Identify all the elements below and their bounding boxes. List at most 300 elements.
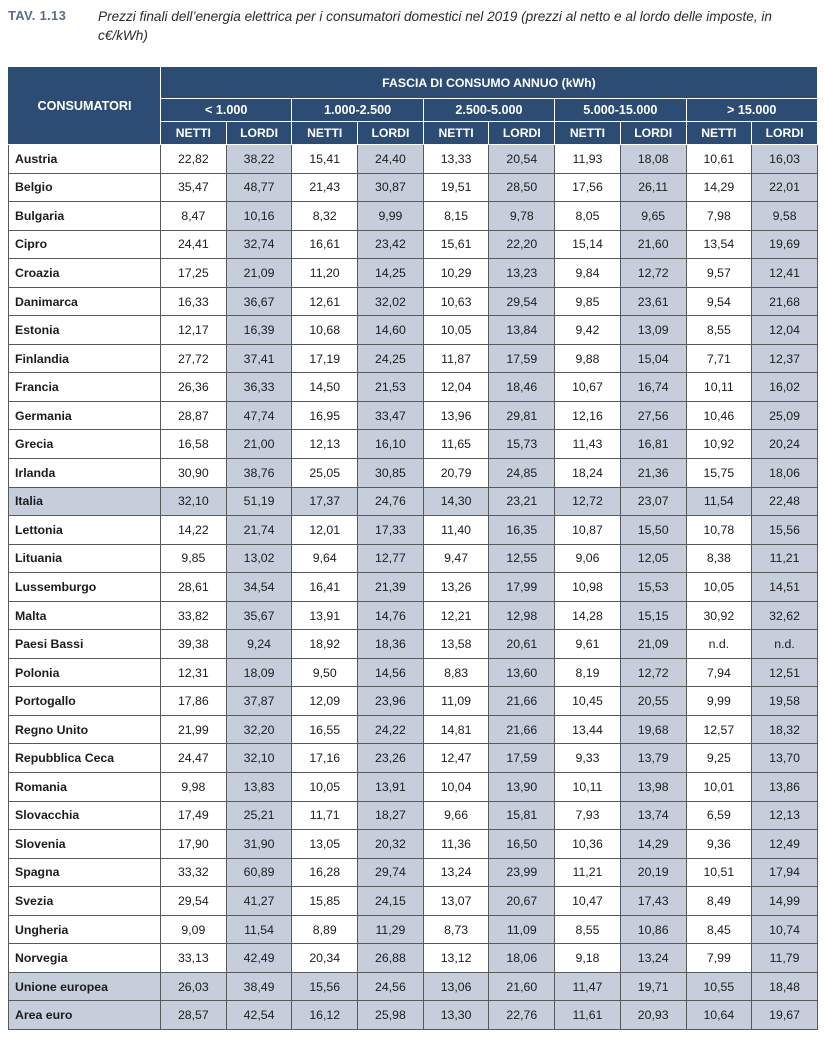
price-netti-cell: 14,28: [555, 601, 621, 630]
table-body: [9, 145, 818, 1030]
price-lordi-cell: 32,20: [226, 715, 292, 744]
price-netti-cell: 17,16: [292, 744, 358, 773]
price-netti-cell: 17,37: [292, 487, 358, 516]
price-lordi-cell: 23,99: [489, 858, 555, 887]
price-lordi-cell: 21,36: [620, 459, 686, 488]
price-netti-cell: 11,93: [555, 145, 621, 174]
price-lordi-cell: 17,59: [489, 744, 555, 773]
price-lordi-cell: 37,87: [226, 687, 292, 716]
price-lordi-cell: 23,96: [358, 687, 424, 716]
price-lordi-cell: 41,27: [226, 887, 292, 916]
header-netti: NETTI: [292, 122, 358, 145]
country-name: Slovacchia: [9, 801, 161, 830]
table-row: [9, 744, 818, 773]
country-name: Paesi Bassi: [9, 630, 161, 659]
price-lordi-cell: 12,51: [752, 658, 818, 687]
price-netti-cell: 8,55: [555, 915, 621, 944]
price-lordi-cell: 11,79: [752, 944, 818, 973]
price-lordi-cell: 22,20: [489, 230, 555, 259]
price-lordi-cell: 16,02: [752, 373, 818, 402]
price-netti-cell: 9,36: [686, 830, 752, 859]
price-lordi-cell: 21,09: [226, 259, 292, 288]
country-name: Area euro: [9, 1001, 161, 1030]
price-netti-cell: 9,99: [686, 687, 752, 716]
price-lordi-cell: 14,25: [358, 259, 424, 288]
price-lordi-cell: 18,32: [752, 715, 818, 744]
price-netti-cell: 15,56: [292, 972, 358, 1001]
price-netti-cell: 13,44: [555, 715, 621, 744]
table-row: [9, 801, 818, 830]
price-lordi-cell: 36,67: [226, 287, 292, 316]
table-row: [9, 687, 818, 716]
header-lordi: LORDI: [358, 122, 424, 145]
price-lordi-cell: 14,99: [752, 887, 818, 916]
price-lordi-cell: 17,94: [752, 858, 818, 887]
price-lordi-cell: 30,87: [358, 173, 424, 202]
table-row: [9, 830, 818, 859]
price-netti-cell: 10,87: [555, 516, 621, 545]
price-netti-cell: 33,32: [161, 858, 227, 887]
price-lordi-cell: 12,72: [620, 658, 686, 687]
table-row: [9, 601, 818, 630]
price-lordi-cell: 11,54: [226, 915, 292, 944]
table-row: [9, 544, 818, 573]
price-lordi-cell: 42,49: [226, 944, 292, 973]
price-netti-cell: 33,13: [161, 944, 227, 973]
price-netti-cell: 13,54: [686, 230, 752, 259]
price-netti-cell: 9,47: [423, 544, 489, 573]
price-lordi-cell: 16,39: [226, 316, 292, 345]
price-netti-cell: 11,20: [292, 259, 358, 288]
country-name: Croazia: [9, 259, 161, 288]
price-lordi-cell: 9,58: [752, 202, 818, 231]
price-lordi-cell: 16,03: [752, 145, 818, 174]
price-lordi-cell: 15,15: [620, 601, 686, 630]
price-lordi-cell: 24,76: [358, 487, 424, 516]
price-lordi-cell: 21,09: [620, 630, 686, 659]
price-netti-cell: 9,25: [686, 744, 752, 773]
price-netti-cell: 14,29: [686, 173, 752, 202]
price-netti-cell: 28,57: [161, 1001, 227, 1030]
price-netti-cell: 15,41: [292, 145, 358, 174]
country-name: Francia: [9, 373, 161, 402]
table-row: [9, 430, 818, 459]
electricity-price-table: [8, 66, 818, 1030]
country-name: Grecia: [9, 430, 161, 459]
price-netti-cell: 12,04: [423, 373, 489, 402]
price-lordi-cell: 23,26: [358, 744, 424, 773]
price-netti-cell: 15,14: [555, 230, 621, 259]
price-lordi-cell: 18,27: [358, 801, 424, 830]
price-lordi-cell: 18,06: [752, 459, 818, 488]
price-netti-cell: 13,05: [292, 830, 358, 859]
price-netti-cell: 19,51: [423, 173, 489, 202]
price-lordi-cell: 32,62: [752, 601, 818, 630]
price-netti-cell: 16,61: [292, 230, 358, 259]
price-netti-cell: 11,09: [423, 687, 489, 716]
price-netti-cell: 24,47: [161, 744, 227, 773]
price-lordi-cell: 12,04: [752, 316, 818, 345]
table-header: [9, 67, 818, 145]
price-lordi-cell: 17,99: [489, 573, 555, 602]
table-row: [9, 516, 818, 545]
price-lordi-cell: 13,24: [620, 944, 686, 973]
price-netti-cell: 32,10: [161, 487, 227, 516]
price-netti-cell: 9,61: [555, 630, 621, 659]
table-title: Prezzi finali dell’energia elettrica per i consumatori domestici nel 2019 (prezzi al netto e al lordo delle imposte, in c€/kWh): [98, 9, 772, 43]
price-netti-cell: 11,65: [423, 430, 489, 459]
price-netti-cell: 13,58: [423, 630, 489, 659]
price-netti-cell: 26,36: [161, 373, 227, 402]
price-netti-cell: 7,94: [686, 658, 752, 687]
price-netti-cell: 8,73: [423, 915, 489, 944]
price-netti-cell: 9,33: [555, 744, 621, 773]
price-netti-cell: 7,93: [555, 801, 621, 830]
price-lordi-cell: 18,09: [226, 658, 292, 687]
price-lordi-cell: 28,50: [489, 173, 555, 202]
price-netti-cell: n.d.: [686, 630, 752, 659]
price-lordi-cell: 20,54: [489, 145, 555, 174]
price-netti-cell: 11,40: [423, 516, 489, 545]
price-netti-cell: 11,54: [686, 487, 752, 516]
header-netti: NETTI: [161, 122, 227, 145]
price-netti-cell: 14,30: [423, 487, 489, 516]
price-lordi-cell: 13,91: [358, 773, 424, 802]
price-lordi-cell: 27,56: [620, 401, 686, 430]
table-number: TAV. 1.13: [8, 8, 67, 23]
price-netti-cell: 11,43: [555, 430, 621, 459]
price-netti-cell: 10,51: [686, 858, 752, 887]
price-lordi-cell: 47,74: [226, 401, 292, 430]
price-netti-cell: 35,47: [161, 173, 227, 202]
header-netti: NETTI: [686, 122, 752, 145]
price-netti-cell: 12,09: [292, 687, 358, 716]
price-lordi-cell: 21,66: [489, 715, 555, 744]
price-lordi-cell: 21,60: [620, 230, 686, 259]
price-netti-cell: 9,98: [161, 773, 227, 802]
price-netti-cell: 10,61: [686, 145, 752, 174]
table-row: [9, 316, 818, 345]
price-netti-cell: 22,82: [161, 145, 227, 174]
price-lordi-cell: 23,07: [620, 487, 686, 516]
price-netti-cell: 13,96: [423, 401, 489, 430]
price-lordi-cell: 19,68: [620, 715, 686, 744]
price-lordi-cell: 23,21: [489, 487, 555, 516]
header-lordi: LORDI: [620, 122, 686, 145]
price-netti-cell: 10,05: [686, 573, 752, 602]
price-lordi-cell: 16,50: [489, 830, 555, 859]
price-lordi-cell: 12,55: [489, 544, 555, 573]
price-lordi-cell: 24,40: [358, 145, 424, 174]
price-netti-cell: 8,45: [686, 915, 752, 944]
price-netti-cell: 8,49: [686, 887, 752, 916]
price-netti-cell: 8,55: [686, 316, 752, 345]
price-lordi-cell: 29,81: [489, 401, 555, 430]
price-lordi-cell: 13,90: [489, 773, 555, 802]
price-netti-cell: 13,30: [423, 1001, 489, 1030]
table-row: [9, 145, 818, 174]
price-lordi-cell: 13,79: [620, 744, 686, 773]
header-band: < 1.000: [161, 99, 292, 122]
country-name: Portogallo: [9, 687, 161, 716]
country-name: Regno Unito: [9, 715, 161, 744]
table-row: [9, 858, 818, 887]
price-netti-cell: 20,34: [292, 944, 358, 973]
price-lordi-cell: 14,51: [752, 573, 818, 602]
country-name: Belgio: [9, 173, 161, 202]
price-netti-cell: 8,15: [423, 202, 489, 231]
price-lordi-cell: 24,22: [358, 715, 424, 744]
country-name: Polonia: [9, 658, 161, 687]
price-lordi-cell: 18,06: [489, 944, 555, 973]
price-netti-cell: 9,85: [555, 287, 621, 316]
header-lordi: LORDI: [226, 122, 292, 145]
price-netti-cell: 13,07: [423, 887, 489, 916]
price-lordi-cell: 20,93: [620, 1001, 686, 1030]
country-name: Danimarca: [9, 287, 161, 316]
price-lordi-cell: 22,76: [489, 1001, 555, 1030]
price-netti-cell: 18,24: [555, 459, 621, 488]
price-netti-cell: 29,54: [161, 887, 227, 916]
table-row: [9, 573, 818, 602]
table-row: [9, 773, 818, 802]
price-netti-cell: 10,67: [555, 373, 621, 402]
price-lordi-cell: 13,83: [226, 773, 292, 802]
price-lordi-cell: 25,09: [752, 401, 818, 430]
price-netti-cell: 11,36: [423, 830, 489, 859]
price-netti-cell: 10,36: [555, 830, 621, 859]
price-lordi-cell: 32,74: [226, 230, 292, 259]
table-row: [9, 972, 818, 1001]
price-lordi-cell: 21,68: [752, 287, 818, 316]
price-lordi-cell: 13,84: [489, 316, 555, 345]
price-netti-cell: 10,64: [686, 1001, 752, 1030]
price-netti-cell: 8,47: [161, 202, 227, 231]
price-lordi-cell: 18,46: [489, 373, 555, 402]
price-netti-cell: 17,49: [161, 801, 227, 830]
price-lordi-cell: 12,05: [620, 544, 686, 573]
price-netti-cell: 10,46: [686, 401, 752, 430]
price-netti-cell: 9,85: [161, 544, 227, 573]
price-netti-cell: 16,41: [292, 573, 358, 602]
price-netti-cell: 9,09: [161, 915, 227, 944]
price-netti-cell: 11,47: [555, 972, 621, 1001]
price-netti-cell: 16,58: [161, 430, 227, 459]
country-name: Svezia: [9, 887, 161, 916]
price-lordi-cell: 21,39: [358, 573, 424, 602]
price-lordi-cell: 31,90: [226, 830, 292, 859]
table-row: [9, 401, 818, 430]
price-netti-cell: 14,50: [292, 373, 358, 402]
price-lordi-cell: 12,41: [752, 259, 818, 288]
price-netti-cell: 9,88: [555, 344, 621, 373]
table-row: [9, 230, 818, 259]
price-netti-cell: 13,06: [423, 972, 489, 1001]
price-netti-cell: 30,92: [686, 601, 752, 630]
header-band: 2.500-5.000: [423, 99, 554, 122]
price-lordi-cell: 20,55: [620, 687, 686, 716]
price-netti-cell: 28,87: [161, 401, 227, 430]
table-row: [9, 287, 818, 316]
country-name: Malta: [9, 601, 161, 630]
price-lordi-cell: 25,21: [226, 801, 292, 830]
price-lordi-cell: 20,19: [620, 858, 686, 887]
price-lordi-cell: 32,10: [226, 744, 292, 773]
price-lordi-cell: 14,76: [358, 601, 424, 630]
price-lordi-cell: 16,35: [489, 516, 555, 545]
price-lordi-cell: 22,01: [752, 173, 818, 202]
price-lordi-cell: 38,22: [226, 145, 292, 174]
price-netti-cell: 25,05: [292, 459, 358, 488]
header-band: > 15.000: [686, 99, 817, 122]
price-lordi-cell: 13,23: [489, 259, 555, 288]
table-caption: [0, 0, 825, 62]
price-lordi-cell: 9,24: [226, 630, 292, 659]
price-netti-cell: 8,05: [555, 202, 621, 231]
price-netti-cell: 16,33: [161, 287, 227, 316]
price-netti-cell: 13,91: [292, 601, 358, 630]
country-name: Bulgaria: [9, 202, 161, 231]
price-netti-cell: 9,54: [686, 287, 752, 316]
header-consumatori: CONSUMATORI: [9, 67, 161, 145]
country-name: Lettonia: [9, 516, 161, 545]
price-netti-cell: 7,98: [686, 202, 752, 231]
header-netti: NETTI: [423, 122, 489, 145]
price-netti-cell: 10,63: [423, 287, 489, 316]
price-netti-cell: 10,47: [555, 887, 621, 916]
price-lordi-cell: 13,70: [752, 744, 818, 773]
price-netti-cell: 15,75: [686, 459, 752, 488]
table-row: [9, 887, 818, 916]
price-lordi-cell: 37,41: [226, 344, 292, 373]
price-netti-cell: 8,89: [292, 915, 358, 944]
price-lordi-cell: 21,60: [489, 972, 555, 1001]
country-name: Irlanda: [9, 459, 161, 488]
price-netti-cell: 9,84: [555, 259, 621, 288]
price-lordi-cell: 24,25: [358, 344, 424, 373]
country-name: Norvegia: [9, 944, 161, 973]
price-netti-cell: 18,92: [292, 630, 358, 659]
price-netti-cell: 21,99: [161, 715, 227, 744]
price-lordi-cell: 24,15: [358, 887, 424, 916]
price-netti-cell: 12,13: [292, 430, 358, 459]
price-lordi-cell: 35,67: [226, 601, 292, 630]
price-netti-cell: 26,03: [161, 972, 227, 1001]
price-lordi-cell: 21,74: [226, 516, 292, 545]
price-netti-cell: 17,56: [555, 173, 621, 202]
price-lordi-cell: 9,99: [358, 202, 424, 231]
price-lordi-cell: 48,77: [226, 173, 292, 202]
price-netti-cell: 8,32: [292, 202, 358, 231]
price-netti-cell: 20,79: [423, 459, 489, 488]
price-lordi-cell: 20,24: [752, 430, 818, 459]
country-name: Austria: [9, 145, 161, 174]
price-lordi-cell: 32,02: [358, 287, 424, 316]
price-lordi-cell: 13,09: [620, 316, 686, 345]
price-lordi-cell: 29,74: [358, 858, 424, 887]
price-netti-cell: 10,78: [686, 516, 752, 545]
price-netti-cell: 17,25: [161, 259, 227, 288]
price-netti-cell: 8,19: [555, 658, 621, 687]
price-lordi-cell: 23,61: [620, 287, 686, 316]
price-lordi-cell: 38,76: [226, 459, 292, 488]
table-row: [9, 915, 818, 944]
price-lordi-cell: 51,19: [226, 487, 292, 516]
price-netti-cell: 8,83: [423, 658, 489, 687]
price-netti-cell: 14,81: [423, 715, 489, 744]
price-netti-cell: 10,29: [423, 259, 489, 288]
price-lordi-cell: 13,74: [620, 801, 686, 830]
price-lordi-cell: 26,88: [358, 944, 424, 973]
price-netti-cell: 11,61: [555, 1001, 621, 1030]
price-netti-cell: 12,47: [423, 744, 489, 773]
price-lordi-cell: 9,65: [620, 202, 686, 231]
table-row: [9, 487, 818, 516]
table-row: [9, 259, 818, 288]
price-netti-cell: 10,05: [423, 316, 489, 345]
price-lordi-cell: 18,48: [752, 972, 818, 1001]
table-row: [9, 173, 818, 202]
price-netti-cell: 9,57: [686, 259, 752, 288]
table-row: [9, 715, 818, 744]
price-lordi-cell: 14,60: [358, 316, 424, 345]
price-lordi-cell: 12,77: [358, 544, 424, 573]
price-lordi-cell: 10,74: [752, 915, 818, 944]
price-lordi-cell: 10,86: [620, 915, 686, 944]
price-netti-cell: 28,61: [161, 573, 227, 602]
price-lordi-cell: 24,85: [489, 459, 555, 488]
price-netti-cell: 16,55: [292, 715, 358, 744]
price-lordi-cell: 21,66: [489, 687, 555, 716]
country-name: Romania: [9, 773, 161, 802]
price-lordi-cell: 20,32: [358, 830, 424, 859]
price-lordi-cell: 16,10: [358, 430, 424, 459]
price-lordi-cell: 33,47: [358, 401, 424, 430]
price-lordi-cell: 12,72: [620, 259, 686, 288]
price-lordi-cell: 12,98: [489, 601, 555, 630]
header-band: 5.000-15.000: [555, 99, 686, 122]
price-netti-cell: 27,72: [161, 344, 227, 373]
price-lordi-cell: 19,58: [752, 687, 818, 716]
price-netti-cell: 30,90: [161, 459, 227, 488]
header-fascia: FASCIA DI CONSUMO ANNUO (kWh): [161, 67, 818, 99]
price-netti-cell: 17,19: [292, 344, 358, 373]
price-lordi-cell: 15,04: [620, 344, 686, 373]
price-netti-cell: 7,71: [686, 344, 752, 373]
price-netti-cell: 10,11: [555, 773, 621, 802]
price-lordi-cell: 19,69: [752, 230, 818, 259]
price-netti-cell: 24,41: [161, 230, 227, 259]
price-netti-cell: 10,98: [555, 573, 621, 602]
price-netti-cell: 13,24: [423, 858, 489, 887]
price-lordi-cell: 17,59: [489, 344, 555, 373]
price-lordi-cell: 13,86: [752, 773, 818, 802]
price-netti-cell: 16,12: [292, 1001, 358, 1030]
price-netti-cell: 11,71: [292, 801, 358, 830]
table-row: [9, 630, 818, 659]
price-netti-cell: 16,95: [292, 401, 358, 430]
price-lordi-cell: 12,13: [752, 801, 818, 830]
price-netti-cell: 11,21: [555, 858, 621, 887]
country-name: Lussemburgo: [9, 573, 161, 602]
price-lordi-cell: 36,33: [226, 373, 292, 402]
price-lordi-cell: 60,89: [226, 858, 292, 887]
header-lordi: LORDI: [752, 122, 818, 145]
price-netti-cell: 7,99: [686, 944, 752, 973]
country-name: Cipro: [9, 230, 161, 259]
price-lordi-cell: 23,42: [358, 230, 424, 259]
price-lordi-cell: 17,43: [620, 887, 686, 916]
